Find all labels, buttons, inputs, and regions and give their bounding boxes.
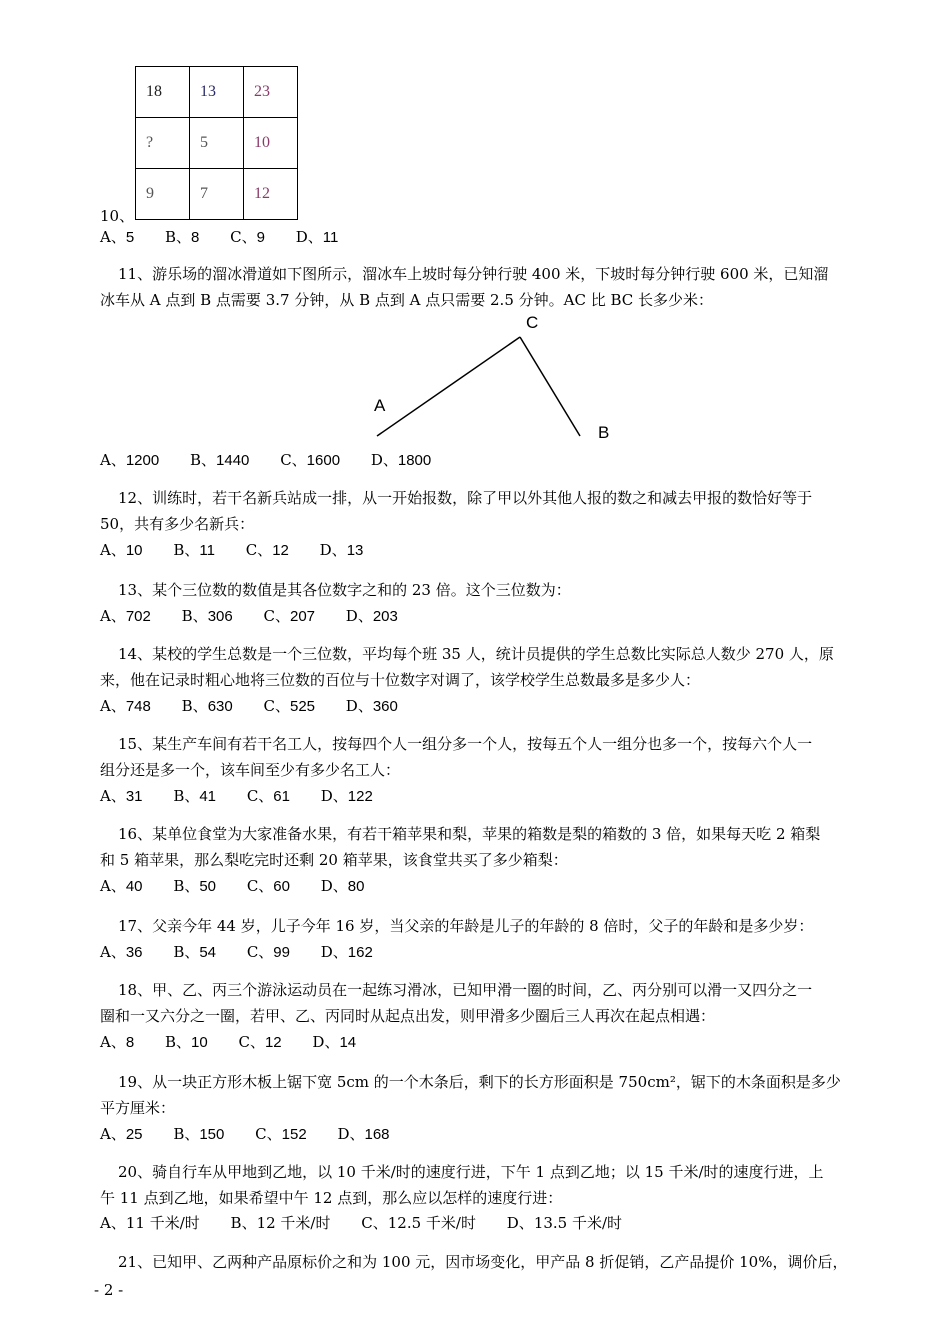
option-d: D、1800 — [370, 451, 432, 469]
grid-row — [136, 118, 298, 169]
question-text: 14、某校的学生总数是一个三位数，平均每个班 35 人，统计员提供的学生总数比实际总人数少 270 人，原 — [118, 645, 834, 663]
question-text: 平方厘米： — [100, 1099, 176, 1117]
options-q11 — [100, 450, 457, 471]
option-d: D、162 — [320, 943, 373, 961]
question-text: 冰车从 A 点到 B 点需要 3.7 分钟，从 B 点到 A 点只需要 2.5 分钟。AC 比 BC 长多少米： — [100, 291, 714, 309]
option-a: A、40 — [100, 877, 143, 895]
option-c: C、1600 — [280, 451, 341, 469]
question-text: 19、从一块正方形木板上锯下宽 5cm 的一个木条后，剩下的长方形面积是 750cm²，锯下的木条面积是多少 — [118, 1073, 841, 1091]
option-c: C、525 — [263, 697, 316, 715]
option-a: A、25 — [100, 1125, 143, 1143]
option-b: B、1440 — [190, 451, 250, 469]
option-b: B、11 — [173, 541, 215, 559]
options-q13 — [100, 606, 424, 627]
grid-cell: 23 — [244, 67, 298, 118]
number-grid — [135, 66, 298, 220]
option-b: B、54 — [173, 943, 217, 961]
question-text: 50，共有多少名新兵： — [100, 515, 255, 533]
grid-cell: 12 — [244, 169, 298, 220]
question-text: 13、某个三位数的数值是其各位数字之和的 23 倍。这个三位数为： — [118, 581, 571, 599]
option-d: D、360 — [345, 697, 398, 715]
option-a: A、702 — [100, 607, 151, 625]
diagram-label-b: B — [598, 423, 610, 442]
option-d: D、14 — [312, 1033, 357, 1051]
option-d: D、122 — [320, 787, 373, 805]
option-b: B、50 — [173, 877, 217, 895]
option-c: C、12 — [238, 1033, 282, 1051]
question-text: 18、甲、乙、丙三个游泳运动员在一起练习滑冰，已知甲滑一圈的时间，乙、丙分别可以滑一又四分之一 — [118, 981, 813, 999]
options-q20 — [100, 1213, 648, 1233]
question-text: 圈和一又六分之一圈，若甲、乙、丙同时从起点出发，则甲滑多少圈后三人再次在起点相遇： — [100, 1007, 716, 1025]
question-text: 20、骑自行车从甲地到乙地，以 10 千米/时的速度行进，下午 1 点到乙地；以 15 千米/时的速度行进，上 — [118, 1163, 824, 1181]
options-q19 — [100, 1124, 416, 1145]
grid-cell: 9 — [136, 169, 190, 220]
option-a: A、1200 — [100, 451, 160, 469]
option-b: B、150 — [173, 1125, 225, 1143]
page-number: - 2 - — [94, 1281, 124, 1299]
option-c: C、61 — [246, 787, 290, 805]
grid-row — [136, 169, 298, 220]
question-text: 11、游乐场的溜冰滑道如下图所示，溜冰车上坡时每分钟行驶 400 米，下坡时每分钟行驶 600 米，已知溜 — [118, 265, 829, 283]
option-d: D、11 — [295, 228, 339, 246]
diagram-label-a: A — [374, 396, 386, 415]
question-text: 17、父亲今年 44 岁，儿子今年 16 岁，当父亲的年龄是儿子的年龄的 8 倍时，父子的年龄和是多少岁： — [118, 917, 814, 935]
option-c: C、60 — [246, 877, 290, 895]
line-ac — [377, 337, 520, 436]
option-b: B、12 千米/时 — [230, 1214, 331, 1232]
grid-cell: 10 — [244, 118, 298, 169]
option-a: A、11 千米/时 — [100, 1214, 200, 1232]
option-c: C、152 — [255, 1125, 307, 1143]
option-d: D、13 — [319, 541, 364, 559]
grid-cell: 13 — [190, 67, 244, 118]
option-b: B、630 — [181, 697, 233, 715]
option-d: D、13.5 千米/时 — [506, 1214, 623, 1232]
options-q18 — [100, 1032, 382, 1053]
line-cb — [520, 337, 580, 436]
option-a: A、748 — [100, 697, 151, 715]
option-c: C、99 — [246, 943, 290, 961]
options-q17 — [100, 942, 399, 963]
question-text: 午 11 点到乙地，如果希望中午 12 点到，那么应以怎样的速度行进： — [100, 1189, 563, 1207]
option-b: B、10 — [164, 1033, 208, 1051]
question-text: 15、某生产车间有若干名工人，按每四个人一组分多一个人，按每五个人一组分也多一个，按每六个人一 — [118, 735, 813, 753]
grid-row — [136, 67, 298, 118]
option-b: B、41 — [173, 787, 217, 805]
option-d: D、203 — [345, 607, 398, 625]
question-text: 组分还是多一个，该车间至少有多少名工人： — [100, 761, 401, 779]
option-b: B、306 — [181, 607, 233, 625]
question-text: 21、已知甲、乙两种产品原标价之和为 100 元，因市场变化，甲产品 8 折促销，乙产品提价 10%，调价后， — [118, 1253, 848, 1271]
option-c: C、12.5 千米/时 — [361, 1214, 476, 1232]
options-q16 — [100, 876, 390, 897]
question-text: 和 5 箱苹果，那么梨吃完时还剩 20 箱苹果，该食堂共买了多少箱梨： — [100, 851, 568, 869]
grid-cell: ? — [136, 118, 190, 169]
option-a: A、31 — [100, 787, 143, 805]
grid-cell: 7 — [190, 169, 244, 220]
option-a: A、5 — [100, 228, 135, 246]
option-d: D、80 — [320, 877, 365, 895]
question-text: 12、训练时，若干名新兵站成一排，从一开始报数，除了甲以外其他人报的数之和减去甲报的数恰好等于 — [118, 489, 813, 507]
options-q10 — [100, 227, 364, 248]
diagram-label-c: C — [526, 313, 539, 332]
question-text: 来，他在记录时粗心地将三位数的百位与十位数字对调了，该学校学生总数最多是多少人： — [100, 671, 701, 689]
option-a: A、10 — [100, 541, 143, 559]
options-q14 — [100, 696, 424, 717]
option-d: D、168 — [337, 1125, 390, 1143]
option-a: A、8 — [100, 1033, 135, 1051]
option-c: C、207 — [263, 607, 316, 625]
grid-cell: 18 — [136, 67, 190, 118]
option-a: A、36 — [100, 943, 143, 961]
question-text: 16、某单位食堂为大家准备水果，有若干箱苹果和梨，苹果的箱数是梨的箱数的 3 倍，如果每天吃 2 箱梨 — [118, 825, 821, 843]
option-b: B、8 — [164, 228, 200, 246]
grid-cell: 5 — [190, 118, 244, 169]
option-c: C、9 — [230, 228, 265, 246]
question-number: 10、 — [100, 207, 135, 225]
option-c: C、12 — [245, 541, 289, 559]
options-q12 — [100, 540, 389, 561]
options-q15 — [100, 786, 399, 807]
